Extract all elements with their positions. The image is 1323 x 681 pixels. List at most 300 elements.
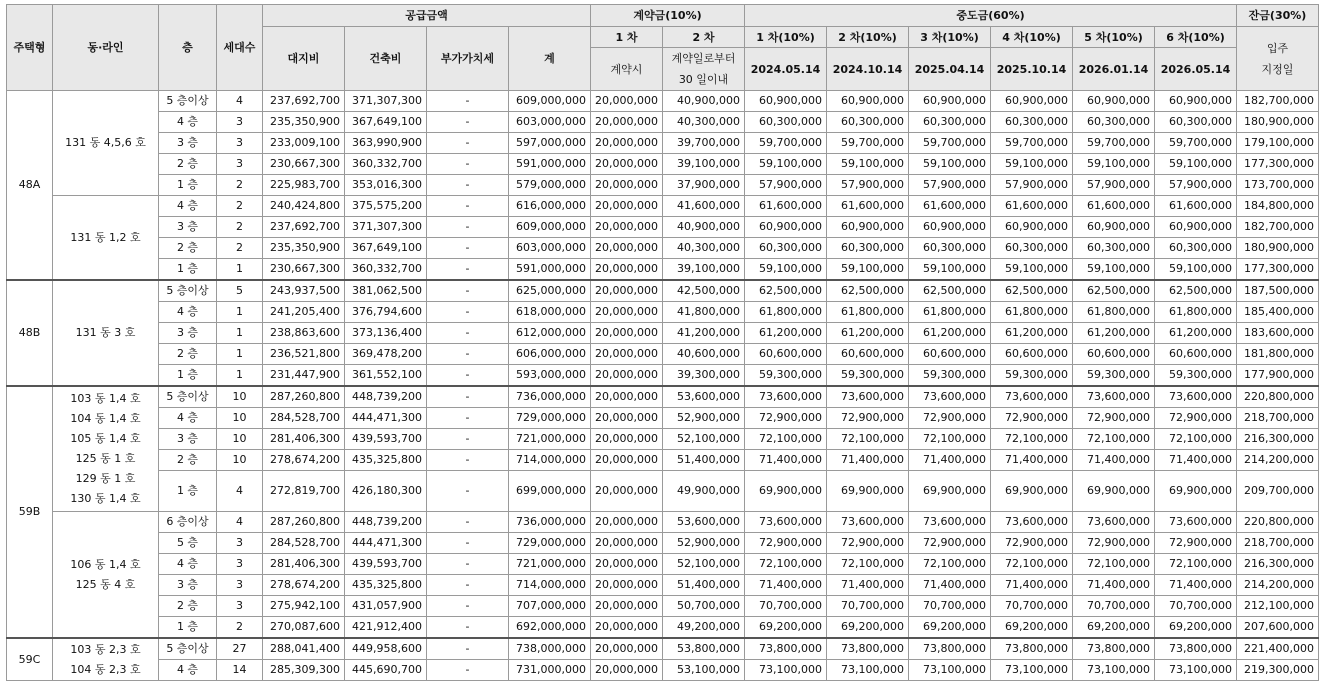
deposit2-cell: 41,200,000 xyxy=(663,323,745,344)
vat-cell: - xyxy=(427,512,509,533)
building-price-cell: 444,471,300 xyxy=(345,533,427,554)
floor-cell: 5 층 xyxy=(159,533,217,554)
table-row xyxy=(7,660,1319,681)
middle-payment-6-cell: 60,900,000 xyxy=(1155,217,1237,238)
middle-payment-1-cell: 61,800,000 xyxy=(745,302,827,323)
middle-payment-5-cell: 71,400,000 xyxy=(1073,575,1155,596)
building-price-cell: 445,690,700 xyxy=(345,660,427,681)
middle-payment-6-cell: 59,100,000 xyxy=(1155,259,1237,281)
deposit1-cell: 20,000,000 xyxy=(591,471,663,512)
middle-payment-2-cell: 73,100,000 xyxy=(827,660,909,681)
total-price-cell: 603,000,000 xyxy=(509,112,591,133)
middle-payment-2-cell: 72,100,000 xyxy=(827,429,909,450)
middle-payment-5-cell: 61,600,000 xyxy=(1073,196,1155,217)
land-price-cell: 284,528,700 xyxy=(263,408,345,429)
deposit2-cell: 39,300,000 xyxy=(663,365,745,387)
middle-payment-2-cell: 61,200,000 xyxy=(827,323,909,344)
middle-payment-1-cell: 73,800,000 xyxy=(745,638,827,660)
middle-payment-4-cell: 72,100,000 xyxy=(991,554,1073,575)
land-price-cell: 235,350,900 xyxy=(263,238,345,259)
middle-payment-3-cell: 72,900,000 xyxy=(909,408,991,429)
middle-payment-5-cell: 72,900,000 xyxy=(1073,533,1155,554)
middle-payment-3-cell: 73,100,000 xyxy=(909,660,991,681)
floor-cell: 1 층 xyxy=(159,175,217,196)
middle-payment-1-cell: 60,300,000 xyxy=(745,238,827,259)
balance-cell: 220,800,000 xyxy=(1237,386,1319,408)
table-header xyxy=(7,5,1319,91)
land-price-cell: 272,819,700 xyxy=(263,471,345,512)
middle-payment-1-cell: 71,400,000 xyxy=(745,450,827,471)
households-cell: 1 xyxy=(217,344,263,365)
deposit2-cell: 41,800,000 xyxy=(663,302,745,323)
middle-payment-1-cell: 72,900,000 xyxy=(745,533,827,554)
middle-payment-5-cell: 60,300,000 xyxy=(1073,112,1155,133)
building-price-cell: 367,649,100 xyxy=(345,238,427,259)
col-dong: 동·라인 xyxy=(53,5,159,91)
total-price-cell: 606,000,000 xyxy=(509,344,591,365)
middle-payment-1-cell: 73,100,000 xyxy=(745,660,827,681)
middle-payment-4-cell: 73,600,000 xyxy=(991,512,1073,533)
middle-payment-4-cell: 60,900,000 xyxy=(991,217,1073,238)
vat-cell: - xyxy=(427,429,509,450)
middle-payment-6-cell: 69,200,000 xyxy=(1155,617,1237,639)
middle-payment-5-cell: 73,600,000 xyxy=(1073,386,1155,408)
middle-payment-1-cell: 72,100,000 xyxy=(745,429,827,450)
vat-cell: - xyxy=(427,596,509,617)
total-price-cell: 699,000,000 xyxy=(509,471,591,512)
middle-payment-1-cell: 60,900,000 xyxy=(745,91,827,112)
col-mid1: 1 차(10%) xyxy=(745,27,827,48)
building-price-cell: 439,593,700 xyxy=(345,429,427,450)
middle-payment-6-cell: 61,800,000 xyxy=(1155,302,1237,323)
floor-cell: 2 층 xyxy=(159,596,217,617)
middle-payment-4-cell: 71,400,000 xyxy=(991,575,1073,596)
middle-payment-4-cell: 70,700,000 xyxy=(991,596,1073,617)
households-cell: 5 xyxy=(217,280,263,302)
vat-cell: - xyxy=(427,196,509,217)
land-price-cell: 287,260,800 xyxy=(263,512,345,533)
col-middle: 중도금(60%) xyxy=(745,5,1237,27)
deposit2-cell: 53,600,000 xyxy=(663,386,745,408)
middle-payment-1-cell: 59,100,000 xyxy=(745,259,827,281)
deposit2-cell: 52,100,000 xyxy=(663,429,745,450)
table-row xyxy=(7,238,1319,259)
balance-cell: 218,700,000 xyxy=(1237,533,1319,554)
middle-payment-5-cell: 59,700,000 xyxy=(1073,133,1155,154)
middle-payment-5-cell: 73,100,000 xyxy=(1073,660,1155,681)
col-mid2-date: 2024.10.14 xyxy=(827,48,909,91)
floor-cell: 1 층 xyxy=(159,259,217,281)
middle-payment-4-cell: 61,800,000 xyxy=(991,302,1073,323)
floor-cell: 4 층 xyxy=(159,408,217,429)
middle-payment-4-cell: 72,900,000 xyxy=(991,533,1073,554)
middle-payment-5-cell: 69,200,000 xyxy=(1073,617,1155,639)
deposit1-cell: 20,000,000 xyxy=(591,112,663,133)
middle-payment-6-cell: 57,900,000 xyxy=(1155,175,1237,196)
table-row xyxy=(7,280,1319,302)
deposit2-cell: 51,400,000 xyxy=(663,450,745,471)
middle-payment-3-cell: 60,600,000 xyxy=(909,344,991,365)
middle-payment-5-cell: 60,900,000 xyxy=(1073,91,1155,112)
middle-payment-6-cell: 60,300,000 xyxy=(1155,112,1237,133)
balance-cell: 181,800,000 xyxy=(1237,344,1319,365)
middle-payment-1-cell: 61,600,000 xyxy=(745,196,827,217)
middle-payment-1-cell: 73,600,000 xyxy=(745,512,827,533)
type-cell: 48A xyxy=(7,91,53,281)
middle-payment-5-cell: 59,300,000 xyxy=(1073,365,1155,387)
middle-payment-2-cell: 72,900,000 xyxy=(827,408,909,429)
middle-payment-1-cell: 73,600,000 xyxy=(745,386,827,408)
middle-payment-3-cell: 59,300,000 xyxy=(909,365,991,387)
col-mid1-date: 2024.05.14 xyxy=(745,48,827,91)
balance-cell: 184,800,000 xyxy=(1237,196,1319,217)
floor-cell: 2 층 xyxy=(159,450,217,471)
middle-payment-5-cell: 61,200,000 xyxy=(1073,323,1155,344)
building-price-cell: 421,912,400 xyxy=(345,617,427,639)
households-cell: 1 xyxy=(217,259,263,281)
balance-cell: 177,900,000 xyxy=(1237,365,1319,387)
vat-cell: - xyxy=(427,154,509,175)
vat-cell: - xyxy=(427,408,509,429)
middle-payment-5-cell: 70,700,000 xyxy=(1073,596,1155,617)
land-price-cell: 233,009,100 xyxy=(263,133,345,154)
middle-payment-6-cell: 73,600,000 xyxy=(1155,512,1237,533)
middle-payment-4-cell: 69,200,000 xyxy=(991,617,1073,639)
floor-cell: 6 층이상 xyxy=(159,512,217,533)
floor-cell: 3 층 xyxy=(159,323,217,344)
middle-payment-4-cell: 59,300,000 xyxy=(991,365,1073,387)
middle-payment-4-cell: 69,900,000 xyxy=(991,471,1073,512)
land-price-cell: 281,406,300 xyxy=(263,429,345,450)
col-dep2-when: 계약일로부터 30 일이내 xyxy=(663,48,745,91)
middle-payment-2-cell: 57,900,000 xyxy=(827,175,909,196)
balance-cell: 173,700,000 xyxy=(1237,175,1319,196)
middle-payment-6-cell: 71,400,000 xyxy=(1155,450,1237,471)
land-price-cell: 230,667,300 xyxy=(263,259,345,281)
floor-cell: 5 층이상 xyxy=(159,386,217,408)
deposit2-cell: 41,600,000 xyxy=(663,196,745,217)
balance-cell: 216,300,000 xyxy=(1237,554,1319,575)
middle-payment-5-cell: 73,600,000 xyxy=(1073,512,1155,533)
middle-payment-1-cell: 59,300,000 xyxy=(745,365,827,387)
middle-payment-6-cell: 60,600,000 xyxy=(1155,344,1237,365)
dong-cell: 106 동 1,4 호 125 동 4 호 xyxy=(53,512,159,639)
deposit1-cell: 20,000,000 xyxy=(591,575,663,596)
middle-payment-6-cell: 71,400,000 xyxy=(1155,575,1237,596)
deposit2-cell: 40,300,000 xyxy=(663,238,745,259)
middle-payment-5-cell: 62,500,000 xyxy=(1073,280,1155,302)
land-price-cell: 238,863,600 xyxy=(263,323,345,344)
vat-cell: - xyxy=(427,471,509,512)
middle-payment-3-cell: 57,900,000 xyxy=(909,175,991,196)
col-mid6-date: 2026.05.14 xyxy=(1155,48,1237,91)
deposit1-cell: 20,000,000 xyxy=(591,512,663,533)
vat-cell: - xyxy=(427,638,509,660)
deposit2-cell: 52,900,000 xyxy=(663,533,745,554)
building-price-cell: 360,332,700 xyxy=(345,259,427,281)
middle-payment-3-cell: 59,100,000 xyxy=(909,154,991,175)
total-price-cell: 721,000,000 xyxy=(509,554,591,575)
middle-payment-1-cell: 60,900,000 xyxy=(745,217,827,238)
building-price-cell: 367,649,100 xyxy=(345,112,427,133)
vat-cell: - xyxy=(427,238,509,259)
building-price-cell: 435,325,800 xyxy=(345,575,427,596)
middle-payment-6-cell: 61,200,000 xyxy=(1155,323,1237,344)
total-price-cell: 597,000,000 xyxy=(509,133,591,154)
building-price-cell: 360,332,700 xyxy=(345,154,427,175)
vat-cell: - xyxy=(427,302,509,323)
middle-payment-4-cell: 59,100,000 xyxy=(991,154,1073,175)
table-row xyxy=(7,596,1319,617)
table-row xyxy=(7,450,1319,471)
middle-payment-3-cell: 69,900,000 xyxy=(909,471,991,512)
middle-payment-2-cell: 72,900,000 xyxy=(827,533,909,554)
deposit1-cell: 20,000,000 xyxy=(591,660,663,681)
deposit1-cell: 20,000,000 xyxy=(591,617,663,639)
households-cell: 2 xyxy=(217,175,263,196)
floor-cell: 3 층 xyxy=(159,217,217,238)
building-price-cell: 448,739,200 xyxy=(345,512,427,533)
floor-cell: 2 층 xyxy=(159,344,217,365)
col-building: 건축비 xyxy=(345,27,427,91)
col-mid2: 2 차(10%) xyxy=(827,27,909,48)
col-mid4: 4 차(10%) xyxy=(991,27,1073,48)
deposit1-cell: 20,000,000 xyxy=(591,280,663,302)
middle-payment-5-cell: 69,900,000 xyxy=(1073,471,1155,512)
land-price-cell: 278,674,200 xyxy=(263,575,345,596)
land-price-cell: 235,350,900 xyxy=(263,112,345,133)
total-price-cell: 609,000,000 xyxy=(509,217,591,238)
dong-cell: 131 동 3 호 xyxy=(53,280,159,386)
floor-cell: 4 층 xyxy=(159,196,217,217)
middle-payment-1-cell: 72,100,000 xyxy=(745,554,827,575)
middle-payment-2-cell: 59,100,000 xyxy=(827,154,909,175)
table-row xyxy=(7,386,1319,408)
deposit1-cell: 20,000,000 xyxy=(591,259,663,281)
table-row xyxy=(7,533,1319,554)
balance-cell: 209,700,000 xyxy=(1237,471,1319,512)
middle-payment-3-cell: 71,400,000 xyxy=(909,575,991,596)
deposit2-cell: 39,700,000 xyxy=(663,133,745,154)
total-price-cell: 738,000,000 xyxy=(509,638,591,660)
balance-cell: 221,400,000 xyxy=(1237,638,1319,660)
vat-cell: - xyxy=(427,259,509,281)
deposit1-cell: 20,000,000 xyxy=(591,302,663,323)
middle-payment-4-cell: 72,100,000 xyxy=(991,429,1073,450)
balance-cell: 185,400,000 xyxy=(1237,302,1319,323)
land-price-cell: 278,674,200 xyxy=(263,450,345,471)
total-price-cell: 729,000,000 xyxy=(509,408,591,429)
middle-payment-6-cell: 69,900,000 xyxy=(1155,471,1237,512)
households-cell: 2 xyxy=(217,617,263,639)
middle-payment-3-cell: 72,100,000 xyxy=(909,554,991,575)
middle-payment-1-cell: 69,200,000 xyxy=(745,617,827,639)
total-price-cell: 618,000,000 xyxy=(509,302,591,323)
total-price-cell: 736,000,000 xyxy=(509,512,591,533)
vat-cell: - xyxy=(427,133,509,154)
floor-cell: 4 층 xyxy=(159,554,217,575)
deposit1-cell: 20,000,000 xyxy=(591,175,663,196)
middle-payment-4-cell: 60,900,000 xyxy=(991,91,1073,112)
dong-cell: 103 동 2,3 호 104 동 2,3 호 xyxy=(53,638,159,681)
middle-payment-6-cell: 60,300,000 xyxy=(1155,238,1237,259)
middle-payment-4-cell: 59,100,000 xyxy=(991,259,1073,281)
deposit1-cell: 20,000,000 xyxy=(591,638,663,660)
deposit1-cell: 20,000,000 xyxy=(591,154,663,175)
middle-payment-1-cell: 57,900,000 xyxy=(745,175,827,196)
deposit1-cell: 20,000,000 xyxy=(591,217,663,238)
households-cell: 10 xyxy=(217,386,263,408)
middle-payment-2-cell: 60,900,000 xyxy=(827,217,909,238)
households-cell: 2 xyxy=(217,238,263,259)
col-mid4-date: 2025.10.14 xyxy=(991,48,1073,91)
floor-cell: 4 층 xyxy=(159,302,217,323)
total-price-cell: 714,000,000 xyxy=(509,450,591,471)
middle-payment-6-cell: 73,600,000 xyxy=(1155,386,1237,408)
total-price-cell: 729,000,000 xyxy=(509,533,591,554)
deposit1-cell: 20,000,000 xyxy=(591,238,663,259)
col-mid6: 6 차(10%) xyxy=(1155,27,1237,48)
households-cell: 1 xyxy=(217,365,263,387)
dong-cell: 131 동 4,5,6 호 xyxy=(53,91,159,196)
middle-payment-5-cell: 59,100,000 xyxy=(1073,154,1155,175)
middle-payment-5-cell: 73,800,000 xyxy=(1073,638,1155,660)
deposit2-cell: 40,600,000 xyxy=(663,344,745,365)
table-row xyxy=(7,217,1319,238)
middle-payment-2-cell: 69,200,000 xyxy=(827,617,909,639)
table-row xyxy=(7,112,1319,133)
deposit1-cell: 20,000,000 xyxy=(591,344,663,365)
table-row xyxy=(7,302,1319,323)
type-cell: 59C xyxy=(7,638,53,681)
middle-payment-2-cell: 69,900,000 xyxy=(827,471,909,512)
building-price-cell: 371,307,300 xyxy=(345,91,427,112)
middle-payment-6-cell: 59,300,000 xyxy=(1155,365,1237,387)
middle-payment-1-cell: 72,900,000 xyxy=(745,408,827,429)
middle-payment-5-cell: 72,100,000 xyxy=(1073,429,1155,450)
balance-cell: 218,700,000 xyxy=(1237,408,1319,429)
table-row xyxy=(7,154,1319,175)
floor-cell: 1 층 xyxy=(159,365,217,387)
deposit2-cell: 53,600,000 xyxy=(663,512,745,533)
deposit1-cell: 20,000,000 xyxy=(591,365,663,387)
building-price-cell: 449,958,600 xyxy=(345,638,427,660)
floor-cell: 5 층이상 xyxy=(159,91,217,112)
middle-payment-3-cell: 61,200,000 xyxy=(909,323,991,344)
land-price-cell: 237,692,700 xyxy=(263,217,345,238)
land-price-cell: 236,521,800 xyxy=(263,344,345,365)
middle-payment-1-cell: 59,700,000 xyxy=(745,133,827,154)
vat-cell: - xyxy=(427,280,509,302)
balance-cell: 216,300,000 xyxy=(1237,429,1319,450)
col-vat: 부가가치세 xyxy=(427,27,509,91)
land-price-cell: 240,424,800 xyxy=(263,196,345,217)
total-price-cell: 579,000,000 xyxy=(509,175,591,196)
middle-payment-1-cell: 59,100,000 xyxy=(745,154,827,175)
deposit1-cell: 20,000,000 xyxy=(591,133,663,154)
middle-payment-1-cell: 70,700,000 xyxy=(745,596,827,617)
middle-payment-1-cell: 60,600,000 xyxy=(745,344,827,365)
middle-payment-6-cell: 72,100,000 xyxy=(1155,429,1237,450)
total-price-cell: 625,000,000 xyxy=(509,280,591,302)
col-balance-when: 입주 지정일 xyxy=(1237,27,1319,91)
land-price-cell: 243,937,500 xyxy=(263,280,345,302)
floor-cell: 1 층 xyxy=(159,471,217,512)
middle-payment-3-cell: 61,600,000 xyxy=(909,196,991,217)
floor-cell: 5 층이상 xyxy=(159,280,217,302)
col-mid5: 5 차(10%) xyxy=(1073,27,1155,48)
col-floor: 층 xyxy=(159,5,217,91)
total-price-cell: 593,000,000 xyxy=(509,365,591,387)
deposit2-cell: 40,900,000 xyxy=(663,91,745,112)
middle-payment-6-cell: 73,100,000 xyxy=(1155,660,1237,681)
middle-payment-3-cell: 60,300,000 xyxy=(909,238,991,259)
col-land: 대지비 xyxy=(263,27,345,91)
table-row xyxy=(7,133,1319,154)
deposit1-cell: 20,000,000 xyxy=(591,408,663,429)
balance-cell: 214,200,000 xyxy=(1237,450,1319,471)
table-row xyxy=(7,638,1319,660)
middle-payment-3-cell: 62,500,000 xyxy=(909,280,991,302)
middle-payment-2-cell: 71,400,000 xyxy=(827,450,909,471)
vat-cell: - xyxy=(427,554,509,575)
dong-cell: 103 동 1,4 호 104 동 1,4 호 105 동 1,4 호 125 동 1 호 129 동 1 호 130 동 1,4 호 xyxy=(53,386,159,512)
land-price-cell: 230,667,300 xyxy=(263,154,345,175)
households-cell: 14 xyxy=(217,660,263,681)
deposit2-cell: 53,800,000 xyxy=(663,638,745,660)
middle-payment-3-cell: 72,100,000 xyxy=(909,429,991,450)
middle-payment-4-cell: 60,300,000 xyxy=(991,112,1073,133)
deposit1-cell: 20,000,000 xyxy=(591,323,663,344)
households-cell: 10 xyxy=(217,408,263,429)
deposit2-cell: 52,100,000 xyxy=(663,554,745,575)
households-cell: 3 xyxy=(217,533,263,554)
balance-cell: 182,700,000 xyxy=(1237,217,1319,238)
vat-cell: - xyxy=(427,217,509,238)
table-row xyxy=(7,175,1319,196)
households-cell: 4 xyxy=(217,91,263,112)
households-cell: 3 xyxy=(217,596,263,617)
col-mid5-date: 2026.01.14 xyxy=(1073,48,1155,91)
col-total: 계 xyxy=(509,27,591,91)
middle-payment-2-cell: 71,400,000 xyxy=(827,575,909,596)
col-type: 주택형 xyxy=(7,5,53,91)
deposit2-cell: 52,900,000 xyxy=(663,408,745,429)
middle-payment-6-cell: 72,100,000 xyxy=(1155,554,1237,575)
households-cell: 2 xyxy=(217,217,263,238)
middle-payment-4-cell: 73,100,000 xyxy=(991,660,1073,681)
land-price-cell: 241,205,400 xyxy=(263,302,345,323)
balance-cell: 187,500,000 xyxy=(1237,280,1319,302)
middle-payment-2-cell: 61,600,000 xyxy=(827,196,909,217)
middle-payment-1-cell: 60,300,000 xyxy=(745,112,827,133)
balance-cell: 207,600,000 xyxy=(1237,617,1319,639)
total-price-cell: 591,000,000 xyxy=(509,154,591,175)
households-cell: 3 xyxy=(217,575,263,596)
middle-payment-3-cell: 59,700,000 xyxy=(909,133,991,154)
table-row xyxy=(7,575,1319,596)
land-price-cell: 287,260,800 xyxy=(263,386,345,408)
middle-payment-3-cell: 60,900,000 xyxy=(909,91,991,112)
deposit2-cell: 40,300,000 xyxy=(663,112,745,133)
middle-payment-2-cell: 59,700,000 xyxy=(827,133,909,154)
building-price-cell: 361,552,100 xyxy=(345,365,427,387)
middle-payment-6-cell: 61,600,000 xyxy=(1155,196,1237,217)
land-price-cell: 285,309,300 xyxy=(263,660,345,681)
households-cell: 4 xyxy=(217,512,263,533)
col-dep1-when: 계약시 xyxy=(591,48,663,91)
middle-payment-5-cell: 72,100,000 xyxy=(1073,554,1155,575)
